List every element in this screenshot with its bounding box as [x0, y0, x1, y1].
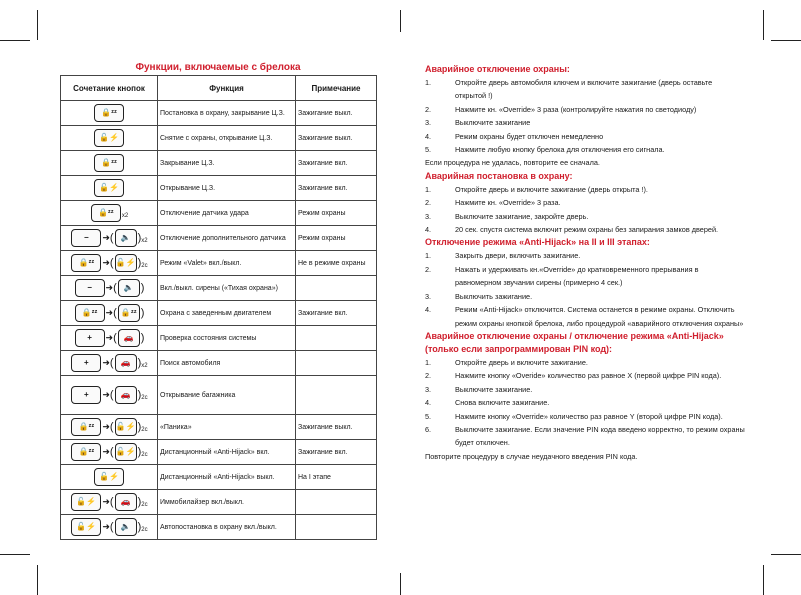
crop-mark	[37, 10, 38, 40]
table-row	[61, 351, 377, 376]
crop-mark	[0, 40, 30, 41]
function-cell: Дистанционный «Anti-Hijack» выкл.	[158, 465, 296, 490]
note-cell	[296, 515, 377, 540]
remote-button-icon: +	[71, 386, 101, 404]
repeat-label: x2	[141, 362, 148, 369]
function-cell: Поиск автомобиля	[158, 351, 296, 376]
key-combination: 🔓⚡ ➜( 🔈 )2c	[61, 515, 158, 540]
table-row	[61, 226, 377, 251]
step-item	[425, 410, 745, 423]
remote-button-icon: 🔓⚡	[115, 443, 137, 461]
step-item	[425, 356, 745, 369]
note-cell: Зажигание выкл.	[296, 126, 377, 151]
function-cell: Снятие с охраны, открывание Ц.З.	[158, 126, 296, 151]
step-number: 1.	[425, 184, 432, 194]
key-combination: + ➜( 🚗 )x2	[61, 351, 158, 376]
remote-button-icon: 🔒ᶻᶻ	[118, 304, 140, 322]
function-cell: Открывание Ц.З.	[158, 176, 296, 201]
step-number: 4.	[425, 305, 432, 315]
header-note: Примечание	[296, 76, 377, 101]
remote-button-icon: 🔓⚡	[115, 254, 137, 272]
crop-mark	[763, 565, 764, 595]
remote-button-icon: 🔒ᶻᶻ	[71, 418, 101, 436]
step-number: 2.	[425, 104, 432, 114]
arrow-icon: ➜	[102, 496, 110, 507]
key-combination: + ➜( 🚗 )	[61, 326, 158, 351]
function-cell: Отключение дополнительного датчика	[158, 226, 296, 251]
crop-mark	[400, 10, 401, 32]
function-cell: Дистанционный «Anti-Hijack» вкл.	[158, 440, 296, 465]
step-item	[425, 210, 745, 223]
arrow-icon: ➜	[102, 232, 110, 243]
note-cell: Зажигание выкл.	[296, 415, 377, 440]
step-text: Нажмите кн. «Override» 3 раза.	[455, 198, 561, 208]
step-number: 2.	[425, 198, 432, 208]
step-number: 3.	[425, 384, 432, 394]
step-number: 5.	[425, 411, 432, 421]
key-combination: 🔒ᶻᶻ ➜( 🔓⚡ )2c	[61, 415, 158, 440]
crop-mark	[771, 40, 801, 41]
remote-button-icon: 🔒ᶻᶻ	[75, 304, 105, 322]
remote-button-icon: 🚗	[115, 493, 137, 511]
remote-button-icon: 🔒ᶻᶻ	[91, 204, 121, 222]
remote-button-icon: −	[75, 279, 105, 297]
arrow-icon: ➜	[102, 421, 110, 432]
key-combination: 🔓⚡ ➜( 🚗 )2c	[61, 490, 158, 515]
crop-mark	[771, 554, 801, 555]
step-text: Выключите зажигание. Если значение PIN кода введено корректно, то режим охраны будет отключен.	[455, 424, 745, 448]
arrow-icon: ➜	[102, 389, 110, 400]
note-cell: Не в режиме охраны	[296, 251, 377, 276]
duration-label: 2c	[141, 394, 148, 401]
function-cell: Охрана с заведенным двигателем	[158, 301, 296, 326]
step-item	[425, 290, 745, 303]
table-row	[61, 515, 377, 540]
step-text: Режим охраны будет отключен немедленно	[455, 131, 604, 141]
remote-button-icon: 🔈	[115, 229, 137, 247]
note-cell: Зажигание вкл.	[296, 176, 377, 201]
table-row	[61, 415, 377, 440]
table-row	[61, 176, 377, 201]
section-title: Отключение режима «Anti-Hijack» на II и III этапах:	[425, 237, 650, 248]
section-title: Аварийная постановка в охрану:	[425, 170, 573, 181]
table-row	[61, 465, 377, 490]
key-combination	[61, 101, 158, 126]
note-cell: Зажигание вкл.	[296, 440, 377, 465]
note-cell	[296, 490, 377, 515]
duration-label: 2c	[141, 501, 148, 508]
function-cell: «Паника»	[158, 415, 296, 440]
note-cell	[296, 326, 377, 351]
remote-button-icon: 🔈	[115, 518, 137, 536]
crop-mark	[0, 554, 30, 555]
step-item	[425, 249, 745, 262]
arrow-icon: ➜	[105, 332, 114, 343]
table-title: Функции, включаемые с брелока	[135, 62, 301, 73]
step-text: Откройте дверь и включите зажигание (дверь открыта !).	[455, 184, 648, 194]
step-number: 6.	[425, 424, 432, 434]
duration-label: 2c	[141, 451, 148, 458]
section-note: Повторите процедуру в случае неудачного введения PIN кода.	[425, 451, 638, 461]
step-number: 3.	[425, 211, 432, 221]
table-row	[61, 151, 377, 176]
step-text: Закрыть двери, включить зажигание.	[455, 251, 581, 261]
steps-list	[425, 183, 745, 237]
table-row	[61, 301, 377, 326]
step-text: Режим «Anti-Hijack» отключится. Система останется в режиме охраны. Отключить режим охраны кнопкой брелока, либо процедурой «аварийного отключения охраны»	[455, 305, 744, 328]
note-cell: Режим охраны	[296, 226, 377, 251]
step-text: Нажать и удерживать кн.«Override» до кратковременного прерывания в равномерном звучании сирены (примерно 4 сек.)	[455, 264, 699, 288]
key-combination: 🔒ᶻᶻ ➜( 🔓⚡ )2c	[61, 440, 158, 465]
section-title: Аварийное отключение охраны:	[425, 64, 570, 74]
table-row	[61, 440, 377, 465]
key-combination: + ➜( 🚗 )2c	[61, 376, 158, 415]
instructions-column	[425, 63, 745, 463]
crop-mark	[400, 573, 401, 595]
step-number: 3.	[425, 291, 432, 301]
remote-button-icon: 🔒ᶻᶻ	[94, 104, 124, 122]
step-text: Выключите зажигание	[455, 118, 531, 128]
key-combination: 🔒ᶻᶻ ➜( 🔓⚡ )2c	[61, 251, 158, 276]
steps-list	[425, 76, 745, 156]
step-item	[425, 103, 745, 116]
step-item	[425, 396, 745, 409]
step-text: Снова включите зажигание.	[455, 398, 550, 408]
note-cell: Зажигание выкл.	[296, 101, 377, 126]
note-cell: Зажигание вкл.	[296, 151, 377, 176]
step-text: Откройте дверь автомобиля ключем и включите зажигание (дверь оставьте открытой !)	[455, 78, 713, 101]
key-combination: − ➜( 🔈 )x2	[61, 226, 158, 251]
remote-button-icon: 🔓⚡	[71, 493, 101, 511]
key-combination	[61, 201, 158, 226]
crop-mark	[37, 565, 38, 595]
step-text: Нажмите кнопку «Overide» количество раз равное X (первой цифре PIN кода).	[455, 371, 722, 381]
step-item	[425, 369, 745, 382]
remote-button-icon: −	[71, 229, 101, 247]
function-cell: Иммобилайзер вкл./выкл.	[158, 490, 296, 515]
functions-table	[60, 75, 377, 540]
step-item	[425, 143, 745, 156]
function-cell: Проверка состояния системы	[158, 326, 296, 351]
step-item	[425, 263, 745, 290]
remote-button-icon: 🚗	[115, 354, 137, 372]
note-cell: Режим охраны	[296, 201, 377, 226]
table-row	[61, 376, 377, 415]
key-combination	[61, 151, 158, 176]
section-title: Аварийное отключение охраны / отключение режима «Anti-Hijack» (только если запрограммирован PIN код):	[425, 330, 724, 354]
note-cell	[296, 351, 377, 376]
key-combination	[61, 126, 158, 151]
remote-button-icon: 🔒ᶻᶻ	[94, 154, 124, 172]
remote-button-icon: 🔒ᶻᶻ	[71, 443, 101, 461]
key-combination: − ➜( 🔈 )	[61, 276, 158, 301]
arrow-icon: ➜	[102, 521, 110, 532]
table-row	[61, 276, 377, 301]
step-number: 2.	[425, 371, 432, 381]
remote-button-icon: 🔈	[118, 279, 140, 297]
step-text: 20 сек. спустя система включит режим охраны без запирания замков дверей.	[455, 225, 719, 235]
step-number: 4.	[425, 131, 432, 141]
table-row	[61, 101, 377, 126]
step-number: 3.	[425, 118, 432, 128]
step-item	[425, 383, 745, 396]
function-cell: Закрывание Ц.З.	[158, 151, 296, 176]
step-item	[425, 183, 745, 196]
step-item	[425, 303, 745, 330]
remote-button-icon: 🚗	[118, 329, 140, 347]
step-number: 5.	[425, 145, 432, 155]
step-number: 2.	[425, 264, 432, 274]
step-item	[425, 76, 745, 103]
note-cell	[296, 376, 377, 415]
arrow-icon: ➜	[105, 282, 114, 293]
function-cell: Автопостановка в охрану вкл./выкл.	[158, 515, 296, 540]
section-note: Если процедура не удалась, повторите ее сначала.	[425, 158, 600, 168]
remote-button-icon: 🔓⚡	[94, 179, 124, 197]
steps-list	[425, 249, 745, 329]
remote-button-icon: 🚗	[115, 386, 137, 404]
repeat-label: x2	[141, 237, 148, 244]
function-cell: Открывание багажника	[158, 376, 296, 415]
step-text: Нажмите кнопку «Override» количество раз равное Y (второй цифре PIN кода).	[455, 411, 723, 421]
header-keys: Сочетание кнопок	[61, 76, 158, 101]
key-combination	[61, 176, 158, 201]
step-text: Выключите зажигание, закройте дверь.	[455, 211, 589, 221]
step-text: Выключить зажигание.	[455, 291, 533, 301]
arrow-icon: ➜	[102, 357, 110, 368]
key-combination	[61, 465, 158, 490]
table-row	[61, 326, 377, 351]
step-number: 1.	[425, 357, 432, 367]
step-number: 1.	[425, 251, 432, 261]
step-item	[425, 423, 745, 450]
note-cell: На I этапе	[296, 465, 377, 490]
duration-label: 2c	[141, 262, 148, 269]
step-text: Выключите зажигание.	[455, 384, 533, 394]
remote-button-icon: +	[71, 354, 101, 372]
duration-label: 2c	[141, 426, 148, 433]
key-combination: 🔒ᶻᶻ ➜( 🔒ᶻᶻ )	[61, 301, 158, 326]
step-item	[425, 130, 745, 143]
step-item	[425, 196, 745, 209]
function-cell: Вкл./выкл. сирены («Тихая охрана»)	[158, 276, 296, 301]
step-item	[425, 223, 745, 236]
step-number: 4.	[425, 398, 432, 408]
repeat-label: x2	[121, 212, 129, 219]
table-row	[61, 251, 377, 276]
table-row	[61, 201, 377, 226]
arrow-icon: ➜	[102, 446, 110, 457]
header-function: Функция	[158, 76, 296, 101]
step-number: 1.	[425, 78, 432, 87]
step-item	[425, 116, 745, 129]
step-text: Нажмите кн. «Override» 3 раза (контролируйте нажатия по светодиоду)	[455, 104, 697, 114]
note-cell: Зажигание вкл.	[296, 301, 377, 326]
function-cell: Отключение датчика удара	[158, 201, 296, 226]
steps-list	[425, 356, 745, 450]
remote-button-icon: 🔓⚡	[71, 518, 101, 536]
remote-button-icon: +	[75, 329, 105, 347]
arrow-icon: ➜	[105, 307, 114, 318]
table-row	[61, 126, 377, 151]
duration-label: 2c	[141, 526, 148, 533]
note-cell	[296, 276, 377, 301]
step-text: Нажмите любую кнопку брелока для отключения его сигнала.	[455, 145, 665, 155]
remote-button-icon: 🔓⚡	[115, 418, 137, 436]
crop-mark	[763, 10, 764, 40]
remote-button-icon: 🔓⚡	[94, 468, 124, 486]
function-cell: Постановка в охрану, закрывание Ц.З.	[158, 101, 296, 126]
table-row	[61, 490, 377, 515]
remote-button-icon: 🔒ᶻᶻ	[71, 254, 101, 272]
step-number: 4.	[425, 225, 432, 235]
function-cell: Режим «Valet» вкл./выкл.	[158, 251, 296, 276]
arrow-icon: ➜	[102, 257, 110, 268]
step-text: Откройте дверь и включите зажигание.	[455, 357, 588, 367]
remote-button-icon: 🔓⚡	[94, 129, 124, 147]
